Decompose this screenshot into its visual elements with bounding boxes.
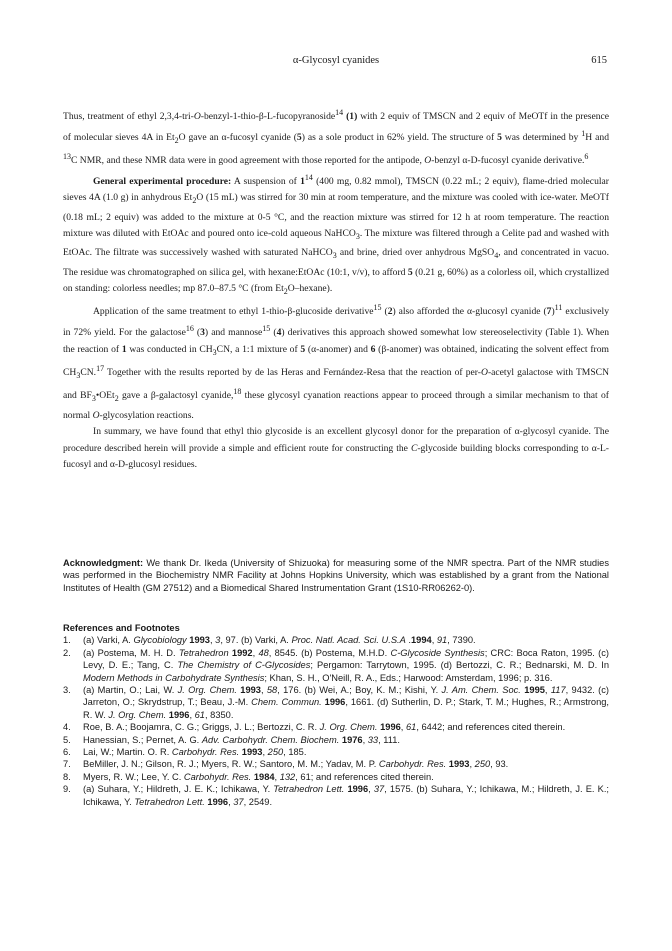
paragraph: Application of the same treatment to ethyl 1-thio-β-glucoside derivative$^{15}$ (2) also afforded the α-glucosyl cyanide $(7)^{11}$ exclusively in 72% yield. For the galactose$^{16}$ (3) and mannose$^{15}$ (4) derivatives this approach showed somewhat low stereoselectivity (Table 1). When the reaction of 1 was conducted in $CH_3CN$, a 1:1 mixture of 5 (α-anomer) and 6 (β-anomer) was obtained, indicating the solvent effect from $CH_3CN.^{17}$ Together with the results reported by de las Heras and Fernández-Resa that the reaction of per-O-acetyl galactose with TMSCN and $BF_3•OEt_2$ gave a β-galactosyl cyanide,$^{18}$ these glycosyl cyanation reactions appear to proceed through a similar mechanism to that of normal O-glycosylation reactions.	[63, 303, 610, 421]
reference-item	[63, 734, 609, 746]
paragraph: Thus, treatment of ethyl 2,3,4-tri-O-benzyl-1-thio-β-L-fucopyranoside$^{14}$ (1) with 2 equiv of TMSCN and 2 equiv of MeOTf in the presence of molecular sieves 4A in $Et_2O$ gave an α-fucosyl cyanide (5) as a sole product in 62% yield. The structure of 5 was determined by $^1$H and $^{13}$C NMR, and these NMR data were in good agreement with those reported for the antipode, O-benzyl α-D-fucosyl cyanide derivative.$^6$	[63, 108, 610, 167]
reference-number: 2.	[63, 647, 71, 658]
paragraph: In summary, we have found that ethyl thio glycoside is an excellent glycosyl donor for the preparation of α-glycosyl cyanide. The procedure described herein will provide a simple and efficient route for constructing the C-glycoside building blocks corresponding to α-L-fucosyl and α-D-glucosyl residues.	[63, 426, 609, 471]
reference-text: BeMiller, J. N.; Gilson, R. J.; Myers, R. W.; Santoro, M. M.; Yadav, M. P. Carbohydr. Res. 1993, 250, 93.	[83, 759, 509, 770]
reference-number: 9.	[63, 784, 71, 795]
reference-number: 6.	[63, 747, 71, 758]
acknowledgment-label: Acknowledgment:	[63, 558, 144, 568]
reference-item	[63, 783, 609, 808]
reference-item	[63, 684, 609, 721]
reference-number: 7.	[63, 759, 71, 770]
reference-number: 3.	[63, 685, 71, 696]
reference-item	[63, 647, 609, 684]
running-header	[0, 55, 672, 71]
references-heading: References and Footnotes	[63, 623, 180, 633]
reference-number: 8.	[63, 771, 71, 782]
reference-text: Lai, W.; Martin. O. R. Carbohydr. Res. 1993, 250, 185.	[83, 747, 307, 758]
reference-number: 4.	[63, 722, 71, 733]
page-number: 615	[591, 55, 607, 66]
reference-list	[63, 634, 609, 808]
acknowledgment-text: We thank Dr. Ikeda (University of Shizuoka) for measuring some of the NMR spectra. Part of the NMR studies was performed in the Biochemistry NMR Facility at Johns Hopkins University, which was established by a grant from the National Institutes of Health (GM 27512) and a Biomedical Shared Instrumentation Grant (1S10-RR06262-0).	[63, 558, 609, 593]
running-title: α-Glycosyl cyanides	[292, 55, 380, 66]
reference-text: Roe, B. A.; Boojamra, C. G.; Griggs, J. L.; Bertozzi, C. R. J. Org. Chem. 1996, 61, 6442; and references cited therein.	[83, 722, 566, 733]
reference-item	[63, 721, 609, 733]
reference-item	[63, 746, 609, 758]
reference-text: (a) Varki, A. Glycobiology 1993, 3, 97. (b) Varki, A. Proc. Natl. Acad. Sci. U.S.A .1994, 91, 7390.	[83, 635, 476, 646]
reference-text: Hanessian, S.; Pernet, A. G. Adv. Carbohydr. Chem. Biochem. 1976, 33, 111.	[83, 734, 400, 745]
acknowledgment-section	[63, 557, 609, 594]
reference-text: Myers, R. W.; Lee, Y. C. Carbohydr. Res. 1984, 132, 61; and references cited therein.	[83, 771, 434, 782]
reference-item	[63, 771, 609, 783]
reference-text: (a) Martin, O.; Lai, W. J. Org. Chem. 1993, 58, 176. (b) Wei, A.; Boy, K. M.; Kishi, Y. J. Am. Chem. Soc. 1995, 117, 9432. (c) Jarreton, O.; Skrydstrup, T.; Beau, J.-M. Chem. Commun. 1996, 1661. (d) Sutherlin, D. P.; Stark, T. M.; Hughes, R.; Armstrong, R. W. J. Org. Chem. 1996, 61, 8350.	[83, 685, 610, 720]
paragraph: General experimental procedure: A suspension of $1^{14}$ (400 mg, 0.82 mmol), TMSCN (0.22 mL; 2 equiv), flame-dried molecular sieves 4A (1.0 g) in anhydrous $Et_2O$ (15 mL) was stirred for 30 min at room temperature, and the mixture was cooled with ice-water. MeOTf (0.18 mL; 2 equiv) was added to the mixture at 0-5 °C, and the reaction mixture was stirred for 12 h at room temperature. The reaction mixture was diluted with EtOAc and poured onto ice-cold aqueous NaHCO$_3$. The mixture was filtered through a Celite pad and washed with EtOAc. The filtrate was successively washed with saturated NaHCO$_3$ and brine, dried over anhydrous MgSO$_4$, and concentrated in vacuo. The residue was chromatographed on silica gel, with hexane:EtOAc (10:1, v/v), to afford 5 (0.21 g, 60%) as a colorless oil, which crystallized on standing: colorless needles; mp 87.0–87.5 °C (from $Et_2O-hexane$).	[63, 172, 610, 296]
references-section	[63, 622, 609, 808]
reference-text: (a) Suhara, Y.; Hildreth, J. E. K.; Ichikawa, Y. Tetrahedron Lett. 1996, 37, 1575. (b) Suhara, Y.; Ichikawa, M.; Hildreth, J. E. K.; Ichikawa, Y. Tetrahedron Lett. 1996, 37, 2549.	[83, 784, 609, 807]
reference-number: 1.	[63, 635, 71, 646]
reference-text: (a) Postema, M. H. D. Tetrahedron 1992, 48, 8545. (b) Postema, M.H.D. C-Glycoside Synthesis; CRC: Boca Raton, 1995. (c) Levy, D. E.; Tang, C. The Chemistry of C-Glycosides; Pergamon: Tarrytown, 1995. (d) Bertozzi, C. R.; Bednarski, M. D. In Modern Methods in Carbohydrate Synthesis; Khan, S. H., O'Neill, R. A., Eds.; Harwood: Amsterdam, 1996; p. 316.	[83, 647, 609, 683]
reference-item	[63, 758, 609, 770]
main-text	[63, 105, 609, 473]
reference-item	[63, 634, 609, 646]
reference-number: 5.	[63, 734, 71, 745]
